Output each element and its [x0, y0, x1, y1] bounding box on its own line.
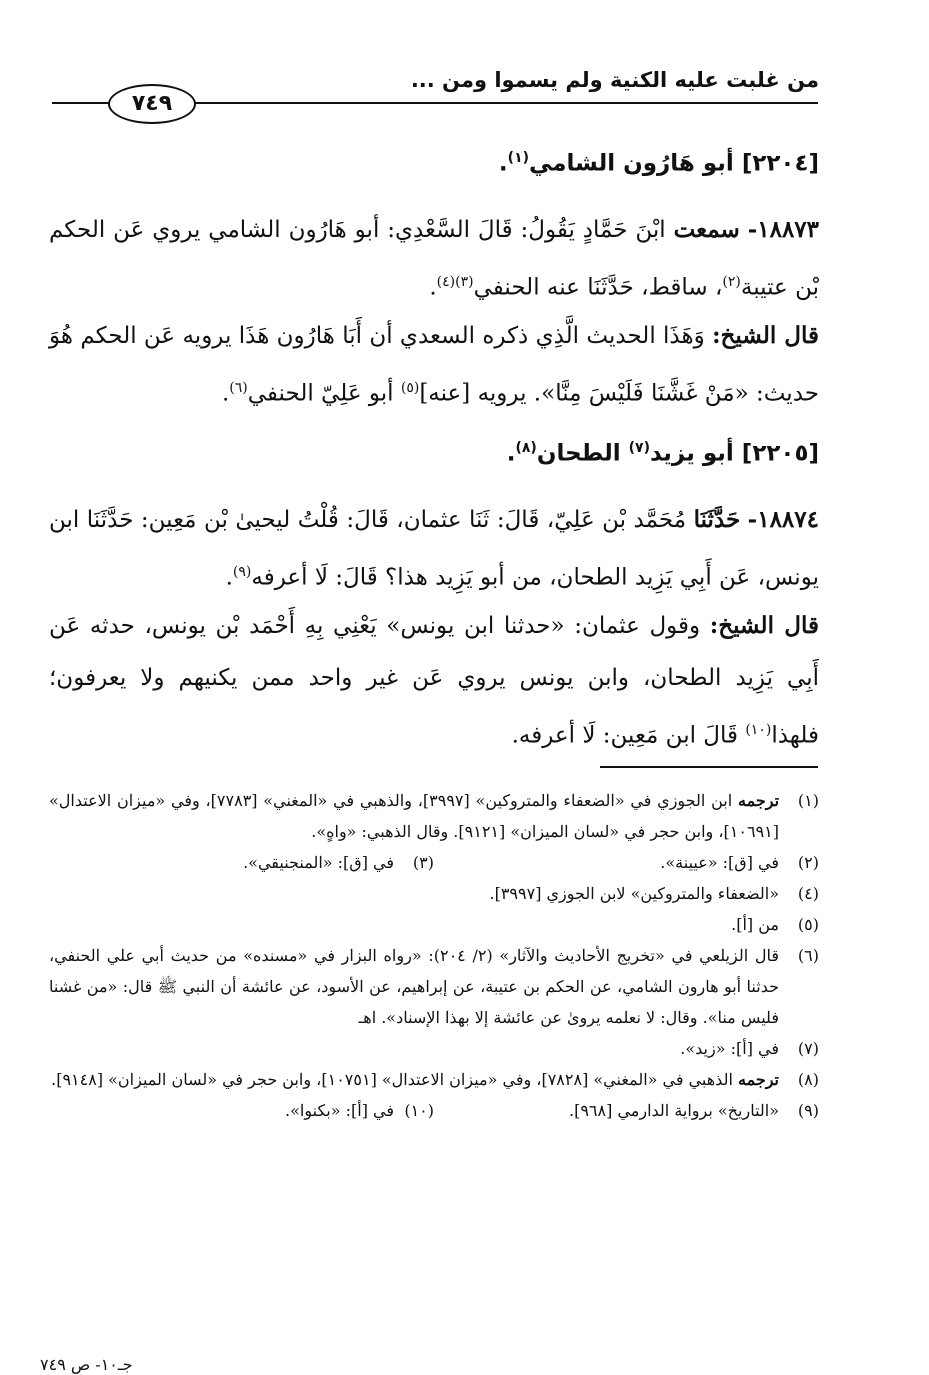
comment-text: أبو عَلِيّ الحنفي: [247, 380, 394, 407]
footnote-body: في [أ]: «بكنوا».: [285, 1101, 394, 1120]
footnote-body: في [ق]: «عيينة».: [660, 853, 779, 872]
footnote-number: (٨): [797, 1070, 819, 1089]
footnote-body: في [أ]: «زيد».: [680, 1039, 779, 1058]
footnote-body: في [ق]: «المنجنيقي».: [243, 853, 394, 872]
footnote-ref: (٣)(٤): [436, 274, 474, 290]
footnote-lead: ترجمه: [738, 791, 780, 810]
comment-2204: [49, 310, 819, 420]
footnote-number: (١٠): [404, 1101, 434, 1120]
footnote-10: [49, 1095, 434, 1126]
entry-title-end: .: [506, 440, 516, 467]
footnote-number: (٥): [797, 915, 819, 934]
comment-text: وقول عثمان: «حدثنا ابن يونس» يَعْنِي بِهِ أَحْمَد بْن يونس، حدثه عَن أَبِي يَزِيد الطحان، وابن يونس يروي عَن غير واحد ممن يكنيهم ولا يعرفون؛ فلهذا: [49, 613, 819, 749]
page-number-badge: [108, 84, 196, 124]
entry-title-text: الطحان: [536, 440, 621, 467]
narration-text: .: [429, 274, 437, 301]
comment-lead: قال الشيخ:: [709, 612, 819, 639]
entry-title-2204: [499, 150, 819, 177]
narration-18873: [49, 204, 819, 314]
narration-text: .: [225, 564, 233, 591]
footnote-ref: (٨): [515, 440, 537, 456]
footnote-number: (١): [797, 791, 819, 810]
narration-text: مُحَمَّد بْن عَلِيّ، قَالَ: ثَنَا عثمان، قَالَ: قُلْتُ ليحيىٰ بْن مَعِين: حَدَّثَنَا ابن يونس، عَن أَبِي يَزِيد الطحان، من أبو يَزِيد هذا؟ قَالَ: لَا أعرفه: [49, 507, 819, 591]
footnote-ref: (٧): [628, 440, 650, 456]
footnote-4: [49, 878, 819, 909]
footnote-1: [49, 785, 819, 847]
narration-number: ١٨٨٧٤-: [747, 506, 819, 533]
footnote-ref: (٩): [232, 564, 252, 580]
footnote-9: [434, 1095, 819, 1126]
footnote-3: [49, 847, 434, 878]
footnote-text: [49, 785, 779, 847]
footnote-number: (٤): [797, 884, 819, 903]
footnote-text: [49, 1064, 779, 1095]
narration-text: ابْنَ حَمَّادٍ يَقُولُ: قَالَ السَّعْدِي: أبو هَارُون الشامي يروي عَن الحكم بْن عتيبة: [49, 217, 819, 301]
footnote-body: قال الزيلعي في «تخريج الأحاديث والآثار» (٢/ ٢٠٤): «رواه البزار في «مسنده» من حديث أبي علي الحنفي، حدثنا أبو هارون الشامي، عن الحكم بن عتيبة، عن إبراهيم، عن الأسود، عن عائشة أن النبي ﷺ قال: «من غشنا فليس منا». وقال: لا نعلمه يروىٰ عن عائشة إلا بهذا الإسناد». اهـ: [49, 946, 779, 1027]
narration-lead: سمعت: [673, 216, 740, 243]
comment-text: .: [221, 380, 230, 407]
entry-title-text: [٢٢٠٥] أبو يزيد: [649, 440, 819, 467]
footnote-lead: ترجمه: [738, 1070, 779, 1089]
page-number: ٧٤٩: [131, 91, 173, 116]
footnote-number: (٦): [797, 946, 819, 965]
footnote-6: [49, 940, 819, 1033]
narration-number: ١٨٨٧٣-: [747, 216, 820, 243]
comment-text: قَالَ ابن مَعِين: لَا أعرفه.: [511, 722, 739, 749]
footnote-number: (٧): [797, 1039, 819, 1058]
narration-text: ، ساقط، حَدَّثَنَا عنه الحنفي: [473, 274, 723, 301]
footnote-8: [49, 1064, 819, 1095]
footnote-9-10: [49, 1095, 819, 1126]
footnote-ref: (٦): [229, 380, 248, 396]
entry-title-end: .: [498, 150, 508, 177]
footnote-body: «الضعفاء والمتروكين» لابن الجوزي [٣٩٩٧].: [489, 884, 779, 903]
footnote-body: ابن الجوزي في «الضعفاء والمتروكين» [٣٩٩٧]، والذهبي في «المغني» [٧٧٨٣]، وفي «ميزان الاعتدال» [١٠٦٩١]، وابن حجر في «لسان الميزان» [٩١٢١]. وقال الذهبي: «واهٍ».: [49, 791, 779, 841]
narration-lead: حَدَّثَنَا: [693, 506, 741, 533]
footnote-number: (٩): [797, 1101, 819, 1120]
footnote-body: من [أ].: [731, 915, 779, 934]
entry-title-2205: [507, 440, 819, 467]
comment-2205: [49, 600, 819, 762]
footnote-7: [49, 1033, 819, 1064]
footnote-number: (٢): [797, 853, 819, 872]
footnote-ref: (٢): [722, 274, 741, 290]
footnote-body: «التاريخ» برواية الدارمي [٩٦٨].: [569, 1101, 779, 1120]
entry-title-text: [٢٢٠٤] أبو هَارُون الشامي: [529, 150, 819, 177]
footnote-rule: [600, 766, 818, 768]
narration-18874: [49, 494, 819, 604]
footnote-5: [49, 909, 819, 940]
comment-text: وَهَذَا الحديث الَّذِي ذكره السعدي أن أَبَا هَارُون هَذَا يرويه عَن الحكم هُوَ حديث: «مَنْ غَشَّنَا فَلَيْسَ مِنَّا». يرويه [عنه]: [49, 323, 819, 407]
footnote-ref: (١): [507, 150, 530, 166]
footnote-2-3: [49, 847, 819, 878]
footnote-ref: (٥): [400, 380, 420, 396]
footnote-2: [434, 847, 819, 878]
volume-page-signature: جـ١٠- ص ٧٤٩: [40, 1355, 133, 1374]
footnotes: [49, 785, 819, 1126]
running-title: من غلبت عليه الكنية ولم يسموا ومن ...: [410, 68, 819, 92]
footnote-ref: (١٠): [745, 722, 772, 738]
footnote-number: (٣): [412, 853, 434, 872]
comment-lead: قال الشيخ:: [712, 322, 819, 349]
footnote-body: الذهبي في «المغني» [٧٨٢٨]، وفي «ميزان الاعتدال» [١٠٧٥١]، وابن حجر في «لسان الميزان» [٩١٤٨].: [51, 1070, 733, 1089]
